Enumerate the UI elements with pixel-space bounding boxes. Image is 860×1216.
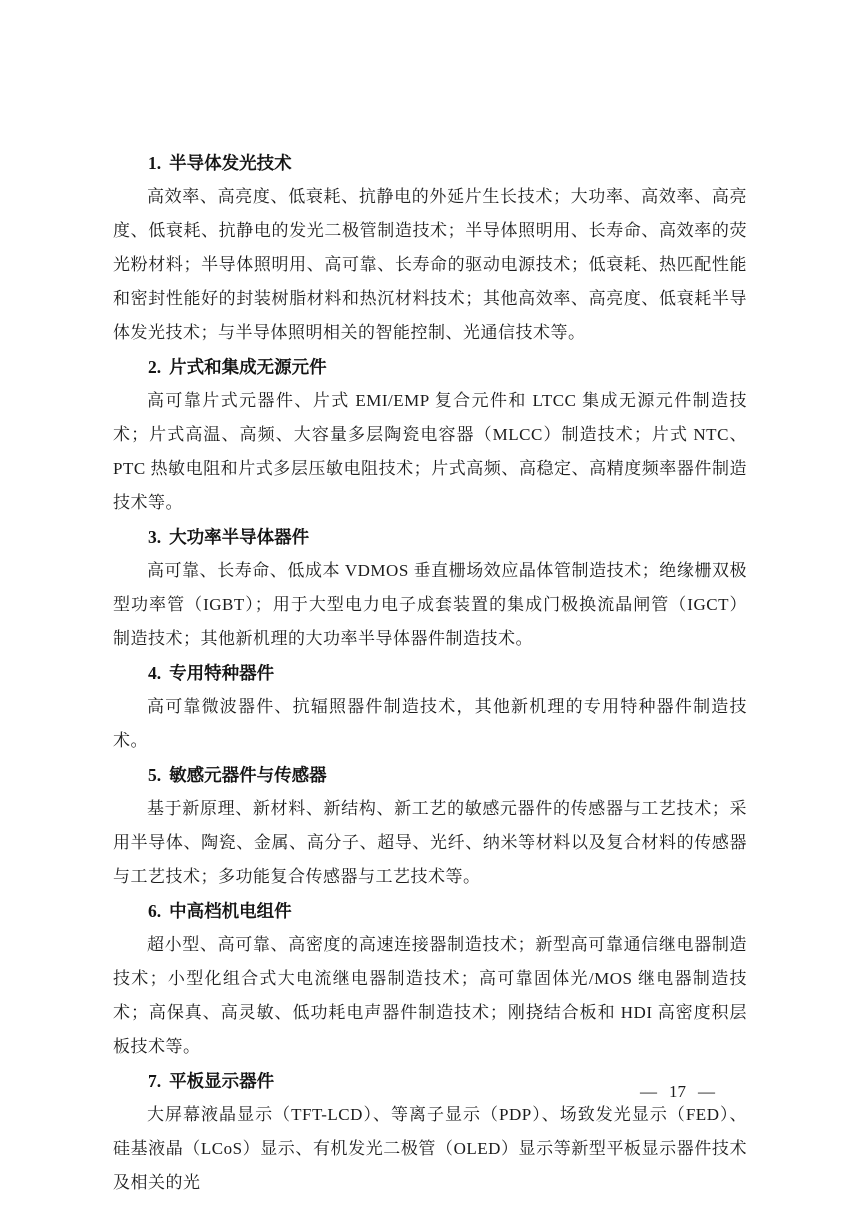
section-number: 2. [148, 357, 162, 377]
section-title: 大功率半导体器件 [169, 527, 310, 547]
document-content [113, 146, 747, 1200]
section-heading [113, 520, 747, 554]
section-heading [113, 758, 747, 792]
section-body: 高可靠片式元器件、片式 EMI/EMP 复合元件和 LTCC 集成无源元件制造技术；片式高温、高频、大容量多层陶瓷电容器（MLCC）制造技术；片式 NTC、PTC 热敏电阻和片式多层压敏电阻技术；片式高频、高稳定、高精度频率器件制造技术等。 [113, 391, 747, 512]
section-body: 基于新原理、新材料、新结构、新工艺的敏感元器件的传感器与工艺技术；采用半导体、陶瓷、金属、高分子、超导、光纤、纳米等材料以及复合材料的传感器与工艺技术；多功能复合传感器与工艺技术等。 [113, 799, 747, 886]
section [113, 350, 747, 520]
section-number: 6. [148, 901, 162, 921]
section-body: 超小型、高可靠、高密度的高速连接器制造技术；新型高可靠通信继电器制造技术；小型化组合式大电流继电器制造技术；高可靠固体光/MOS 继电器制造技术；高保真、高灵敏、低功耗电声器件制造技术；刚挠结合板和 HDI 高密度积层板技术等。 [113, 935, 747, 1056]
page-number [640, 1080, 715, 1104]
section-body: 高效率、高亮度、低衰耗、抗静电的外延片生长技术；大功率、高效率、高亮度、低衰耗、抗静电的发光二极管制造技术；半导体照明用、长寿命、高效率的荧光粉材料；半导体照明用、高可靠、长寿命的驱动电源技术；低衰耗、热匹配性能和密封性能好的封装树脂材料和热沉材料技术；其他高效率、高亮度、低衰耗半导体发光技术；与半导体照明相关的智能控制、光通信技术等。 [113, 187, 747, 342]
section-heading [113, 894, 747, 928]
section [113, 656, 747, 758]
section-number: 3. [148, 527, 162, 547]
section-number: 5. [148, 765, 162, 785]
section-heading [113, 350, 747, 384]
section-number: 4. [148, 663, 162, 683]
page-number-value: 17 [669, 1082, 686, 1101]
section-title: 片式和集成无源元件 [169, 357, 327, 377]
section [113, 894, 747, 1064]
section [113, 758, 747, 894]
section [113, 520, 747, 656]
section [113, 146, 747, 350]
page-number-dash-right: — [698, 1082, 715, 1101]
page-number-dash-left: — [640, 1082, 657, 1101]
section-heading [113, 146, 747, 180]
section-title: 中高档机电组件 [169, 901, 292, 921]
section-title: 专用特种器件 [169, 663, 275, 683]
section-heading [113, 656, 747, 690]
section-title: 敏感元器件与传感器 [169, 765, 327, 785]
section-body: 高可靠、长寿命、低成本 VDMOS 垂直栅场效应晶体管制造技术；绝缘栅双极型功率管（IGBT）；用于大型电力电子成套装置的集成门极换流晶闸管（IGCT）制造技术；其他新机理的大功率半导体器件制造技术。 [113, 561, 747, 648]
section-body: 大屏幕液晶显示（TFT-LCD）、等离子显示（PDP）、场致发光显示（FED）、硅基液晶（LCoS）显示、有机发光二极管（OLED）显示等新型平板显示器件技术及相关的光 [113, 1105, 747, 1192]
section-number: 1. [148, 153, 162, 173]
section-title: 平板显示器件 [169, 1071, 275, 1091]
section-number: 7. [148, 1071, 162, 1091]
section-title: 半导体发光技术 [169, 153, 292, 173]
section-body: 高可靠微波器件、抗辐照器件制造技术，其他新机理的专用特种器件制造技术。 [113, 697, 747, 750]
